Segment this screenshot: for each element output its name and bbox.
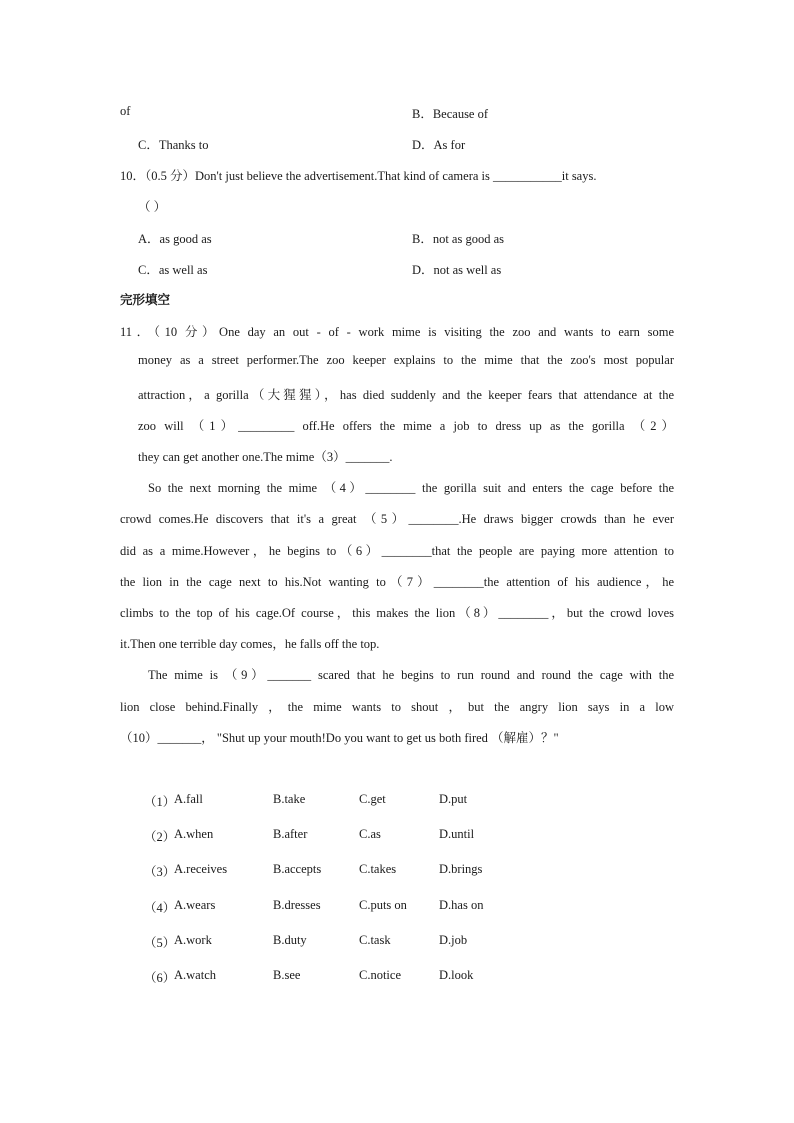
- option-c: C.as: [359, 827, 381, 841]
- q11-line-9: the lion in the cage next to his.Not wanting to（7）________the attention of his audience，he: [120, 575, 674, 589]
- option-c: C.takes: [359, 862, 397, 876]
- option-b: B.take: [273, 792, 306, 806]
- q11-line-11: it.Then one terrible day comes，he falls off the top.: [120, 637, 380, 651]
- q11-line-1: 11．（10 分）One day an out - of - work mime is visiting the zoo and wants to earn some: [120, 325, 674, 339]
- q10-option-b: B．not as good as: [412, 232, 505, 246]
- option-a: A.wears: [174, 898, 216, 912]
- option-number: （5）: [144, 936, 176, 950]
- option-b: B.dresses: [273, 898, 321, 912]
- option-a: A.when: [174, 827, 214, 841]
- q11-line-6: So the next morning the mime （4）________ the gorilla suit and enters the cage before the: [148, 481, 674, 495]
- option-c: C.get: [359, 792, 386, 806]
- q11-line-8: did as a mime.However，he begins to（6）________that the people are paying more attention to: [120, 544, 674, 558]
- q9-option-c: C．Thanks to: [138, 138, 209, 152]
- option-d: D.put: [439, 792, 468, 806]
- q11-line-5: they can get another one.The mime（3）_______.: [138, 450, 393, 464]
- option-d: D.has on: [439, 898, 484, 912]
- option-number: （4）: [144, 901, 176, 915]
- option-d: D.until: [439, 827, 475, 841]
- q11-line-14: （10）_______， "Shut up your mouth!Do you want to get us both fired （解雇）？": [120, 731, 559, 745]
- option-b: B.see: [273, 968, 301, 982]
- q10-stem: 10．（0.5 分）Don't just believe the advertisement.That kind of camera is ___________it says.: [120, 169, 597, 183]
- option-a: A.work: [174, 933, 212, 947]
- option-b: B.after: [273, 827, 308, 841]
- section-heading: 完形填空: [120, 292, 171, 307]
- q10-option-a: A．as good as: [138, 232, 212, 246]
- option-c: C.puts on: [359, 898, 407, 912]
- q9-option-a-tail: of: [120, 104, 131, 118]
- q11-line-12: The mime is （9）_______ scared that he begins to run round and round the cage with the: [148, 668, 674, 682]
- option-b: B.duty: [273, 933, 307, 947]
- option-c: C.task: [359, 933, 391, 947]
- q10-option-c: C．as well as: [138, 263, 208, 277]
- option-d: D.look: [439, 968, 474, 982]
- option-number: （2）: [144, 830, 176, 844]
- option-number: （6）: [144, 971, 176, 985]
- q11-line-3: attraction，a gorilla（大猩猩），has died suddenly and the keeper fears that attendance at the: [138, 388, 674, 402]
- option-d: D.brings: [439, 862, 483, 876]
- option-number: （3）: [144, 865, 176, 879]
- option-a: A.receives: [174, 862, 228, 876]
- q11-line-2: money as a street performer.The zoo keeper explains to the mime that the zoo's most popular: [138, 353, 674, 367]
- q10-answer-paren: （ ）: [138, 200, 167, 214]
- option-c: C.notice: [359, 968, 402, 982]
- option-number: （1）: [144, 795, 176, 809]
- q11-line-4: zoo will （1）_________ off.He offers the mime a job to dress up as the gorilla （2）: [138, 419, 674, 433]
- option-a: A.fall: [174, 792, 203, 806]
- option-d: D.job: [439, 933, 468, 947]
- q11-line-10: climbs to the top of his cage.Of course，this makes the lion（8）________，but the crowd loves: [120, 606, 674, 620]
- option-a: A.watch: [174, 968, 216, 982]
- q9-option-b: B．Because of: [412, 107, 489, 121]
- q10-option-d: D．not as well as: [412, 263, 502, 277]
- q11-line-13: lion close behind.Finally ，the mime wants to shout ，but the angry lion says in a low: [120, 700, 674, 714]
- q11-line-7: crowd comes.He discovers that it's a great （5）________.He draws bigger crowds than he ever: [120, 512, 674, 526]
- option-b: B.accepts: [273, 862, 322, 876]
- q9-option-d: D．As for: [412, 138, 466, 152]
